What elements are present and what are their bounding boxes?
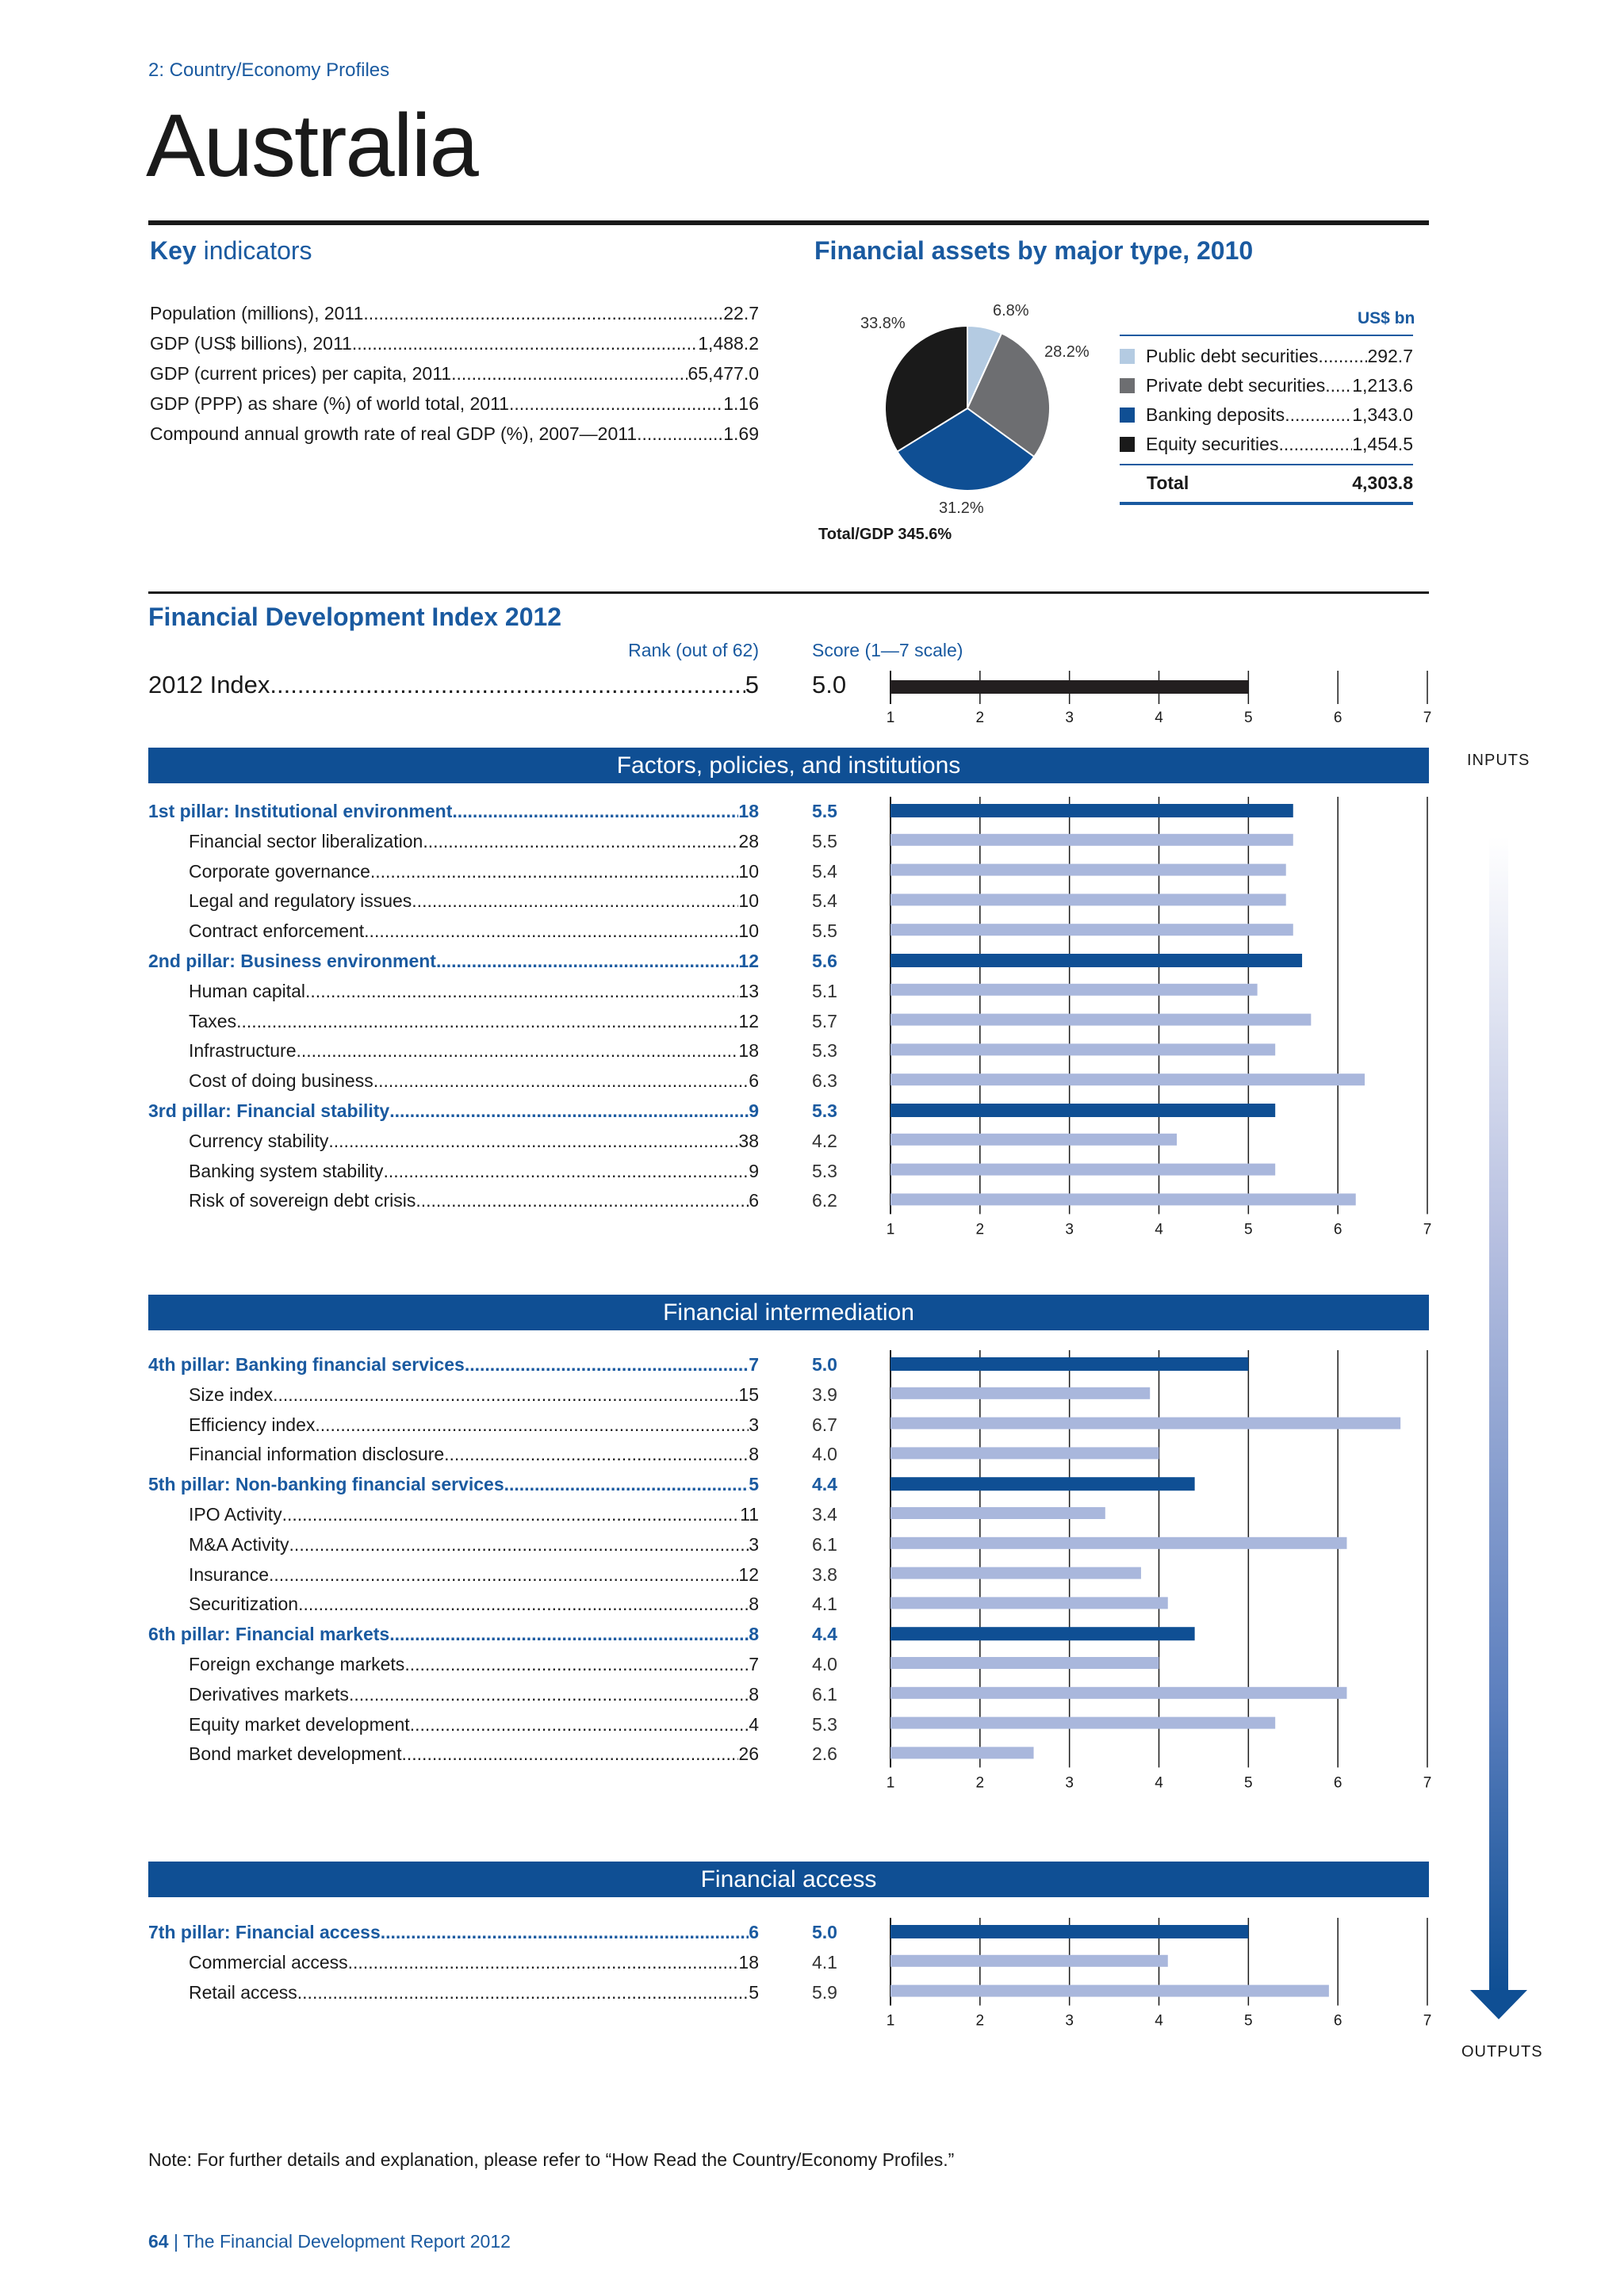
row-rank: 6 (749, 1922, 759, 1942)
page-footer (148, 2231, 511, 2252)
row-label: Efficiency index (189, 1414, 316, 1435)
row-rank: 6 (749, 1070, 759, 1092)
indicator-bar (891, 1597, 1168, 1609)
key-indicator-value: 65,477.0 (688, 363, 759, 384)
axis-tick-label: 5 (1244, 710, 1253, 726)
row-label: 3rd pillar: Financial stability (148, 1100, 390, 1121)
axis-tick-label: 2 (975, 1221, 985, 1238)
row-score: 6.2 (812, 1190, 837, 1211)
row-score: 6.7 (812, 1414, 837, 1435)
indicator-bar (891, 1955, 1168, 1967)
pillar-bar (891, 1477, 1195, 1490)
row-label: 5th pillar: Non-banking financial services (148, 1474, 504, 1495)
row-label: M&A Activity (189, 1533, 289, 1555)
row-score: 5.3 (812, 1713, 837, 1735)
row-rank: 6 (749, 1190, 759, 1211)
row-label: Retail access (189, 1981, 297, 2003)
axis-tick-label: 5 (1244, 1221, 1253, 1238)
index-axis (887, 671, 1432, 726)
key-indicator-value: 22.7 (723, 303, 759, 323)
row-score: 4.0 (812, 1444, 837, 1465)
index-rank: 5 (745, 671, 759, 698)
breadcrumb: 2: Country/Economy Profiles (148, 59, 390, 81)
row-score: 5.3 (812, 1040, 837, 1062)
row-score: 6.1 (812, 1533, 837, 1555)
indicator-bar (891, 1567, 1141, 1579)
fdi-heading: Financial Development Index 2012 (148, 603, 562, 631)
row-score: 5.7 (812, 1010, 837, 1031)
indicator-bar (891, 864, 1286, 876)
key-indicator-label: GDP (PPP) as share (%) of world total, 2011 (150, 393, 509, 414)
row-label: Bond market development (189, 1743, 402, 1765)
row-label: 6th pillar: Financial markets (148, 1624, 390, 1645)
key-indicator-label: Population (millions), 2011 (150, 303, 364, 323)
legend-value: 1,213.6 (1352, 375, 1413, 396)
indicator-bar (891, 1043, 1275, 1055)
score-column-header: Score (1—7 scale) (812, 640, 963, 660)
indicator-bar (891, 834, 1293, 846)
index-score: 5.0 (812, 671, 847, 698)
row-label: 2nd pillar: Business environment (148, 951, 436, 971)
rank-column-header: Rank (out of 62) (628, 640, 759, 660)
row-score: 4.2 (812, 1130, 837, 1151)
row-score: 5.5 (812, 830, 837, 851)
footer-separator: | (173, 2231, 178, 2252)
axis-tick-label: 2 (975, 710, 985, 726)
axis-tick-label: 1 (886, 1221, 895, 1238)
axis-tick-label: 4 (1155, 1221, 1163, 1238)
indicator-bar (891, 1717, 1275, 1729)
axis-tick-label: 3 (1065, 1774, 1074, 1792)
row-score: 5.5 (812, 801, 837, 821)
row-label: Cost of doing business (189, 1070, 373, 1092)
pillar-bar (891, 954, 1302, 967)
indicator-bar (891, 1164, 1275, 1176)
axis-tick-label: 7 (1423, 1774, 1432, 1792)
row-rank: 26 (738, 1743, 759, 1765)
row-label: Insurance (189, 1563, 270, 1585)
row-label: Banking system stability (189, 1160, 384, 1181)
row-rank: 12 (738, 1010, 759, 1031)
row-score: 5.4 (812, 890, 837, 912)
section-band: Factors, policies, and institutions (148, 748, 1429, 783)
row-rank: 8 (749, 1624, 759, 1645)
indicator-bar (891, 1014, 1311, 1026)
row-score: 5.3 (812, 1160, 837, 1181)
key-indicators-heading-bold: Key (150, 236, 197, 265)
axis-tick-label: 1 (886, 2012, 895, 2030)
row-rank: 10 (738, 890, 759, 912)
row-score: 5.5 (812, 920, 837, 942)
row-rank: 13 (738, 980, 759, 1001)
row-label: Contract enforcement (189, 920, 365, 942)
key-indicator-value: 1.16 (723, 393, 759, 414)
key-indicator-value: 1,488.2 (698, 333, 759, 354)
indicator-bar (891, 924, 1293, 936)
row-label: Currency stability (189, 1130, 329, 1151)
row-label: Commercial access (189, 1951, 348, 1973)
row-rank: 12 (738, 1563, 759, 1585)
row-rank: 8 (749, 1594, 759, 1615)
legend-label: Public debt securities (1146, 346, 1319, 366)
pillar-bar (891, 1925, 1248, 1938)
row-label: Legal and regulatory issues (189, 890, 412, 912)
row-rank: 38 (738, 1130, 759, 1151)
key-indicator-label: GDP (current prices) per capita, 2011 (150, 363, 452, 384)
row-score: 6.3 (812, 1070, 837, 1092)
pie-label-banking-deposits: 31.2% (939, 499, 984, 517)
row-rank: 7 (749, 1654, 759, 1674)
indicator-bar (891, 1507, 1105, 1519)
row-score: 3.9 (812, 1383, 837, 1405)
axis-tick-label: 3 (1065, 2012, 1074, 2030)
section-band: Financial access (148, 1862, 1429, 1897)
axis-tick-label: 2 (975, 1774, 985, 1792)
footnote: Note: For further details and explanation, please refer to “How Read the Country/Economy Profiles.” (148, 2149, 955, 2170)
row-label: 7th pillar: Financial access (148, 1922, 381, 1942)
legend-total-label: Total (1147, 473, 1189, 493)
axis-tick-label: 3 (1065, 1221, 1074, 1238)
row-rank: 15 (738, 1383, 759, 1405)
legend-label: Equity securities (1146, 434, 1279, 454)
row-rank: 9 (749, 1100, 759, 1121)
key-indicators-heading-rest: indicators (203, 236, 312, 265)
pillar-bar (891, 1104, 1275, 1117)
axis-tick-label: 1 (886, 710, 895, 726)
row-rank: 11 (740, 1504, 759, 1525)
row-rank: 3 (749, 1533, 759, 1555)
row-score: 4.4 (812, 1624, 837, 1645)
row-score: 4.1 (812, 1594, 837, 1615)
page-title: Australia (146, 96, 477, 195)
row-label: Foreign exchange markets (189, 1654, 405, 1674)
legend-label: Banking deposits (1146, 404, 1285, 425)
outputs-label: OUTPUTS (1461, 2043, 1543, 2061)
row-score: 4.4 (812, 1474, 837, 1495)
inputs-outputs-arrow-icon (1459, 836, 1538, 2026)
axis-tick-label: 7 (1423, 710, 1432, 726)
section-band: Financial intermediation (148, 1295, 1429, 1330)
row-label: Size index (189, 1383, 274, 1405)
legend-label: Private debt securities (1146, 375, 1326, 396)
row-rank: 18 (738, 801, 759, 821)
row-label: Infrastructure (189, 1040, 297, 1062)
indicator-bar (891, 1134, 1177, 1146)
row-label: Equity market development (189, 1713, 410, 1735)
page-number: 64 (148, 2231, 169, 2252)
row-label: Human capital (189, 980, 306, 1001)
row-score: 4.0 (812, 1654, 837, 1674)
total-gdp-ratio: Total/GDP 345.6% (818, 526, 952, 543)
indicator-bar (891, 1418, 1400, 1429)
pillar-bar (891, 1627, 1195, 1640)
publication-title: The Financial Development Report 2012 (182, 2231, 511, 2252)
pillar-bar (891, 804, 1293, 817)
axis-tick-label: 7 (1423, 1221, 1432, 1238)
indicator-bar (891, 1193, 1356, 1205)
row-rank: 4 (749, 1713, 759, 1735)
row-label: Risk of sovereign debt crisis (189, 1190, 416, 1211)
row-rank: 7 (749, 1354, 759, 1375)
indicator-bar (891, 1687, 1346, 1699)
pillar-bar (891, 1357, 1248, 1371)
indicator-bar (891, 984, 1258, 996)
row-rank: 5 (749, 1474, 759, 1495)
row-rank: 3 (749, 1414, 759, 1435)
row-score: 6.1 (812, 1683, 837, 1705)
row-rank: 8 (749, 1444, 759, 1465)
axis-tick-label: 1 (886, 1774, 895, 1792)
axis-tick-label: 4 (1155, 2012, 1163, 2030)
row-label: Taxes (189, 1010, 237, 1031)
key-indicator-label: Compound annual growth rate of real GDP (%), 2007—2011 (150, 423, 638, 444)
financial-assets-unit: US$ bn (1358, 309, 1415, 327)
row-score: 5.1 (812, 980, 837, 1001)
row-score: 5.6 (812, 951, 837, 971)
axis-tick-label: 6 (1333, 710, 1342, 726)
indicator-bar (891, 1657, 1159, 1669)
row-score: 3.4 (812, 1504, 837, 1525)
row-rank: 12 (738, 951, 759, 971)
row-rank: 18 (738, 1040, 759, 1062)
row-label: Financial sector liberalization (189, 830, 423, 851)
legend-value: 1,343.0 (1352, 404, 1413, 425)
axis-tick-label: 4 (1155, 710, 1163, 726)
axis-tick-label: 6 (1333, 1221, 1342, 1238)
index-label: 2012 Index (148, 671, 270, 698)
indicator-bar (891, 894, 1286, 905)
legend-total-value: 4,303.8 (1352, 473, 1413, 493)
row-rank: 18 (738, 1951, 759, 1973)
key-indicator-value: 1.69 (723, 423, 759, 444)
row-score: 5.3 (812, 1100, 837, 1121)
index-bar (891, 680, 1248, 694)
indicator-bar (891, 1985, 1329, 1997)
row-label: Derivatives markets (189, 1683, 349, 1705)
row-score: 2.6 (812, 1743, 837, 1765)
row-score: 5.0 (812, 1922, 837, 1942)
pie-label-equity: 33.8% (860, 315, 906, 332)
indicator-bar (891, 1387, 1150, 1399)
row-score: 3.8 (812, 1563, 837, 1585)
row-score: 4.1 (812, 1951, 837, 1973)
row-rank: 9 (749, 1160, 759, 1181)
axis-tick-label: 5 (1244, 2012, 1253, 2030)
row-rank: 10 (738, 920, 759, 942)
row-rank: 28 (738, 830, 759, 851)
pie-label-private-debt: 28.2% (1044, 343, 1090, 361)
row-rank: 8 (749, 1683, 759, 1705)
axis-tick-label: 7 (1423, 2012, 1432, 2030)
row-rank: 5 (749, 1981, 759, 2003)
axis-tick-label: 5 (1244, 1774, 1253, 1792)
row-score: 5.0 (812, 1354, 837, 1375)
row-label: Corporate governance (189, 860, 370, 882)
row-label: 4th pillar: Banking financial services (148, 1354, 465, 1375)
row-rank: 10 (738, 860, 759, 882)
row-label: IPO Activity (189, 1504, 282, 1525)
axis-tick-label: 6 (1333, 1774, 1342, 1792)
key-indicator-label: GDP (US$ billions), 2011 (150, 333, 352, 354)
row-label: 1st pillar: Institutional environment (148, 801, 453, 821)
pie-label-public-debt: 6.8% (993, 302, 1029, 320)
indicator-bar (891, 1537, 1346, 1549)
axis-tick-label: 4 (1155, 1774, 1163, 1792)
inputs-label: INPUTS (1467, 752, 1530, 769)
axis-tick-label: 6 (1333, 2012, 1342, 2030)
legend-value: 292.7 (1367, 346, 1413, 366)
legend-value: 1,454.5 (1352, 434, 1413, 454)
row-label: Financial information disclosure (189, 1444, 445, 1465)
axis-tick-label: 3 (1065, 710, 1074, 726)
indicator-bar (891, 1747, 1034, 1758)
row-label: Securitization (189, 1594, 299, 1615)
row-score: 5.9 (812, 1981, 837, 2003)
row-score: 5.4 (812, 860, 837, 882)
indicator-bar (891, 1073, 1365, 1085)
axis-tick-label: 2 (975, 2012, 985, 2030)
financial-assets-heading: Financial assets by major type, 2010 (814, 236, 1254, 265)
indicator-bar (891, 1447, 1159, 1459)
